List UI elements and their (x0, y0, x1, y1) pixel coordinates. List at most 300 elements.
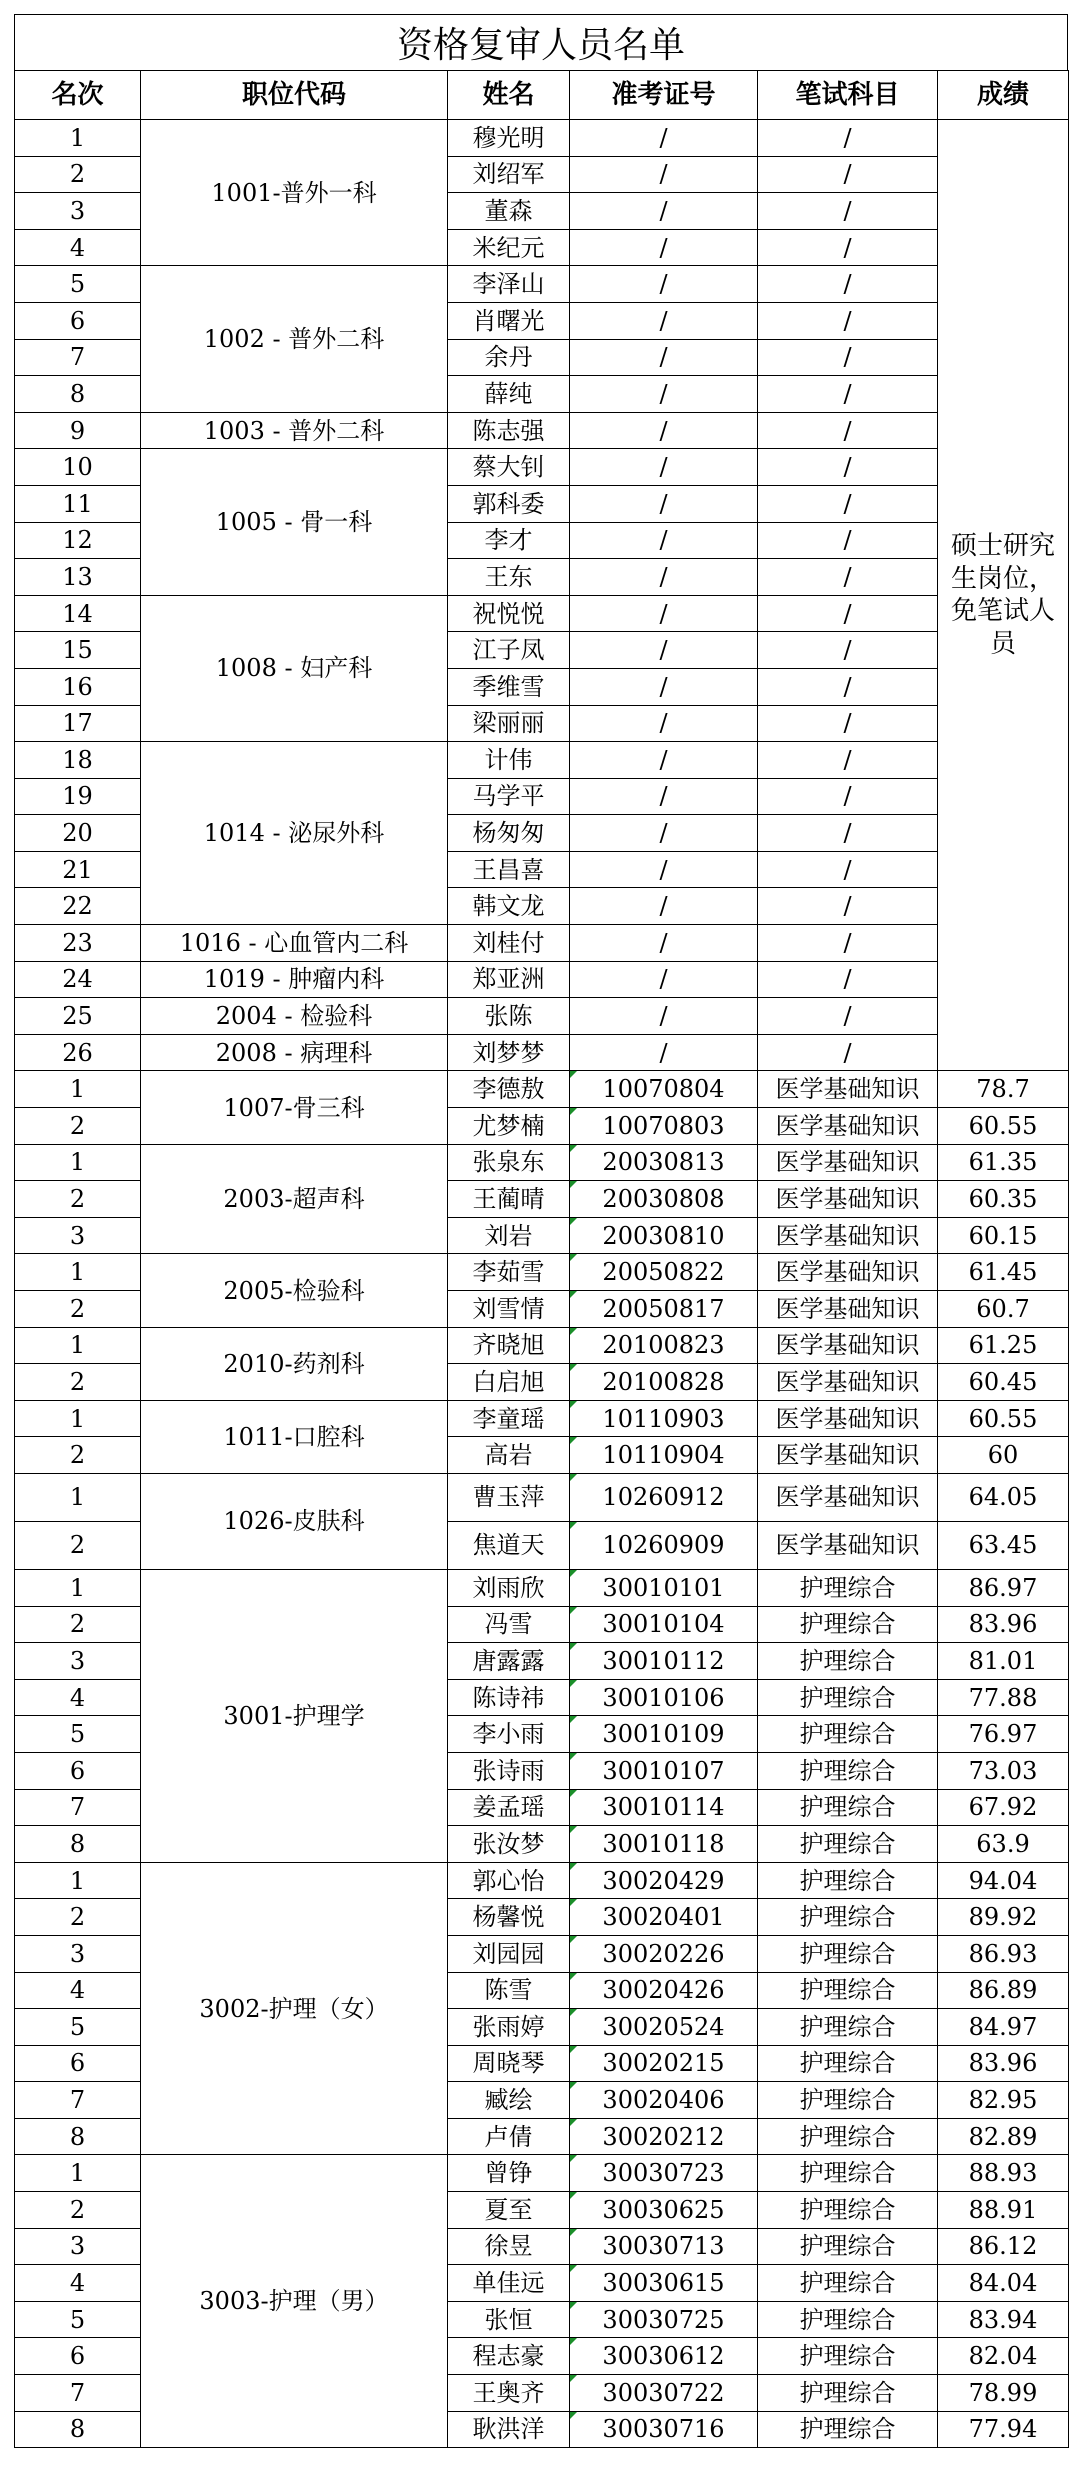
ticket-cell: 30030615 (570, 2265, 758, 2302)
ticket-cell: 30020524 (570, 2009, 758, 2046)
rank-cell: 26 (15, 1034, 141, 1071)
table-row (15, 1473, 1069, 1521)
column-header-position: 职位代码 (141, 71, 448, 120)
rank-cell: 4 (15, 229, 141, 266)
ticket-cell: / (570, 120, 758, 157)
rank-cell: 1 (15, 1071, 141, 1108)
subject-cell: / (758, 522, 938, 559)
rank-cell: 2 (15, 1181, 141, 1218)
position-cell: 3002-护理（女） (141, 1862, 448, 2155)
score-cell: 86.97 (938, 1569, 1069, 1606)
rank-cell: 1 (15, 1327, 141, 1364)
name-cell: 季维雪 (448, 668, 570, 705)
name-cell: 张陈 (448, 998, 570, 1035)
rank-cell: 3 (15, 1935, 141, 1972)
name-cell: 刘岩 (448, 1217, 570, 1254)
subject-cell: 护理综合 (758, 1826, 938, 1863)
score-cell: 64.05 (938, 1473, 1069, 1521)
subject-cell: / (758, 998, 938, 1035)
name-cell: 姜孟瑶 (448, 1789, 570, 1826)
table-row (15, 120, 1069, 157)
table-row (15, 1569, 1069, 1606)
ticket-cell: / (570, 412, 758, 449)
ticket-cell: 20100828 (570, 1364, 758, 1401)
subject-cell: 护理综合 (758, 2155, 938, 2192)
score-cell: 83.96 (938, 1606, 1069, 1643)
score-cell: 67.92 (938, 1789, 1069, 1826)
ticket-cell: / (570, 485, 758, 522)
subject-cell: / (758, 1034, 938, 1071)
rank-cell: 8 (15, 1826, 141, 1863)
score-cell: 61.25 (938, 1327, 1069, 1364)
name-cell: 余丹 (448, 339, 570, 376)
table-row (15, 925, 1069, 962)
rank-cell: 15 (15, 632, 141, 669)
score-cell: 60.55 (938, 1108, 1069, 1145)
ticket-cell: 30020212 (570, 2118, 758, 2155)
subject-cell: / (758, 120, 938, 157)
ticket-cell: / (570, 815, 758, 852)
name-cell: 张泉东 (448, 1144, 570, 1181)
name-cell: 米纪元 (448, 229, 570, 266)
subject-cell: / (758, 705, 938, 742)
column-header-subject: 笔试科目 (758, 71, 938, 120)
ticket-cell: / (570, 851, 758, 888)
name-cell: 李泽山 (448, 266, 570, 303)
ticket-cell: 30010114 (570, 1789, 758, 1826)
position-cell: 1008 - 妇产科 (141, 595, 448, 741)
subject-cell: 医学基础知识 (758, 1521, 938, 1569)
rank-cell: 7 (15, 2375, 141, 2412)
ticket-cell: / (570, 339, 758, 376)
rank-cell: 1 (15, 2155, 141, 2192)
score-cell: 76.97 (938, 1716, 1069, 1753)
table-row (15, 1144, 1069, 1181)
header-row (15, 71, 1069, 120)
roster-table (14, 70, 1069, 2448)
subject-cell: 护理综合 (758, 2228, 938, 2265)
rank-cell: 6 (15, 1752, 141, 1789)
subject-cell: 医学基础知识 (758, 1217, 938, 1254)
name-cell: 江子凤 (448, 632, 570, 669)
name-cell: 薛纯 (448, 376, 570, 413)
subject-cell: 护理综合 (758, 2082, 938, 2119)
ticket-cell: 30030716 (570, 2411, 758, 2448)
subject-cell: / (758, 668, 938, 705)
subject-cell: / (758, 266, 938, 303)
name-cell: 冯雪 (448, 1606, 570, 1643)
rank-cell: 1 (15, 1144, 141, 1181)
rank-cell: 17 (15, 705, 141, 742)
ticket-cell: 30010112 (570, 1643, 758, 1680)
score-cell: 73.03 (938, 1752, 1069, 1789)
rank-cell: 2 (15, 1899, 141, 1936)
subject-cell: / (758, 888, 938, 925)
rank-cell: 1 (15, 1400, 141, 1437)
ticket-cell: / (570, 925, 758, 962)
position-cell: 1007-骨三科 (141, 1071, 448, 1144)
name-cell: 齐晓旭 (448, 1327, 570, 1364)
subject-cell: 护理综合 (758, 2338, 938, 2375)
subject-cell: 护理综合 (758, 2118, 938, 2155)
name-cell: 蔡大钊 (448, 449, 570, 486)
name-cell: 郑亚洲 (448, 961, 570, 998)
rank-cell: 6 (15, 2338, 141, 2375)
rank-cell: 24 (15, 961, 141, 998)
rank-cell: 3 (15, 1643, 141, 1680)
ticket-cell: / (570, 888, 758, 925)
subject-cell: 护理综合 (758, 2265, 938, 2302)
score-cell: 86.12 (938, 2228, 1069, 2265)
ticket-cell: 30020406 (570, 2082, 758, 2119)
name-cell: 杨匆匆 (448, 815, 570, 852)
name-cell: 马学平 (448, 778, 570, 815)
name-cell: 周晓琴 (448, 2045, 570, 2082)
score-cell: 60.45 (938, 1364, 1069, 1401)
ticket-cell: 10110904 (570, 1437, 758, 1474)
ticket-cell: 30020429 (570, 1862, 758, 1899)
score-cell: 60 (938, 1437, 1069, 1474)
subject-cell: / (758, 193, 938, 230)
score-cell: 78.7 (938, 1071, 1069, 1108)
name-cell: 刘园园 (448, 1935, 570, 1972)
table-row (15, 412, 1069, 449)
table-row (15, 449, 1069, 486)
position-cell: 1026-皮肤科 (141, 1473, 448, 1569)
rank-cell: 5 (15, 1716, 141, 1753)
score-cell: 84.97 (938, 2009, 1069, 2046)
subject-cell: / (758, 412, 938, 449)
ticket-cell: / (570, 742, 758, 779)
rank-cell: 19 (15, 778, 141, 815)
subject-cell: / (758, 778, 938, 815)
subject-cell: 护理综合 (758, 2045, 938, 2082)
score-cell: 81.01 (938, 1643, 1069, 1680)
score-cell: 94.04 (938, 1862, 1069, 1899)
rank-cell: 2 (15, 1606, 141, 1643)
subject-cell: 护理综合 (758, 2009, 938, 2046)
score-cell: 60.35 (938, 1181, 1069, 1218)
rank-cell: 1 (15, 1254, 141, 1291)
score-cell: 77.94 (938, 2411, 1069, 2448)
score-cell: 89.92 (938, 1899, 1069, 1936)
name-cell: 徐昱 (448, 2228, 570, 2265)
score-cell: 86.89 (938, 1972, 1069, 2009)
ticket-cell: / (570, 961, 758, 998)
ticket-cell: / (570, 193, 758, 230)
rank-cell: 3 (15, 2228, 141, 2265)
rank-cell: 7 (15, 339, 141, 376)
rank-cell: 6 (15, 2045, 141, 2082)
rank-cell: 8 (15, 2118, 141, 2155)
subject-cell: / (758, 925, 938, 962)
subject-cell: / (758, 449, 938, 486)
score-cell: 63.45 (938, 1521, 1069, 1569)
score-cell: 78.99 (938, 2375, 1069, 2412)
ticket-cell: 30010118 (570, 1826, 758, 1863)
position-cell: 2010-药剂科 (141, 1327, 448, 1400)
score-cell: 82.89 (938, 2118, 1069, 2155)
name-cell: 计伟 (448, 742, 570, 779)
exempt-note-cell: 硕士研究生岗位，免笔试人员 (938, 120, 1069, 1071)
rank-cell: 13 (15, 559, 141, 596)
ticket-cell: 30020226 (570, 1935, 758, 1972)
subject-cell: 医学基础知识 (758, 1181, 938, 1218)
rank-cell: 1 (15, 1862, 141, 1899)
name-cell: 耿洪洋 (448, 2411, 570, 2448)
ticket-cell: 20030810 (570, 1217, 758, 1254)
roster-body (15, 120, 1069, 2448)
ticket-cell: 30020215 (570, 2045, 758, 2082)
name-cell: 郭科委 (448, 485, 570, 522)
subject-cell: 医学基础知识 (758, 1071, 938, 1108)
rank-cell: 6 (15, 302, 141, 339)
ticket-cell: 20100823 (570, 1327, 758, 1364)
subject-cell: 护理综合 (758, 1972, 938, 2009)
score-cell: 60.15 (938, 1217, 1069, 1254)
rank-cell: 12 (15, 522, 141, 559)
name-cell: 白启旭 (448, 1364, 570, 1401)
rank-cell: 9 (15, 412, 141, 449)
ticket-cell: 30010106 (570, 1679, 758, 1716)
ticket-cell: 30030725 (570, 2301, 758, 2338)
rank-cell: 1 (15, 1473, 141, 1521)
ticket-cell: 30020401 (570, 1899, 758, 1936)
name-cell: 刘雪情 (448, 1291, 570, 1328)
name-cell: 刘桂付 (448, 925, 570, 962)
position-cell: 1019 - 肿瘤内科 (141, 961, 448, 998)
ticket-cell: 10070803 (570, 1108, 758, 1145)
position-cell: 1002 - 普外二科 (141, 266, 448, 412)
ticket-cell: 10260909 (570, 1521, 758, 1569)
subject-cell: 医学基础知识 (758, 1473, 938, 1521)
table-row (15, 1254, 1069, 1291)
score-cell: 82.04 (938, 2338, 1069, 2375)
name-cell: 曾铮 (448, 2155, 570, 2192)
subject-cell: / (758, 485, 938, 522)
subject-cell: / (758, 851, 938, 888)
name-cell: 刘绍军 (448, 156, 570, 193)
rank-cell: 4 (15, 1679, 141, 1716)
column-header-name: 姓名 (448, 71, 570, 120)
rank-cell: 2 (15, 156, 141, 193)
table-row (15, 742, 1069, 779)
score-cell: 88.91 (938, 2192, 1069, 2229)
ticket-cell: 30010101 (570, 1569, 758, 1606)
ticket-cell: 30010104 (570, 1606, 758, 1643)
subject-cell: / (758, 229, 938, 266)
rank-cell: 2 (15, 1521, 141, 1569)
rank-cell: 22 (15, 888, 141, 925)
position-cell: 2003-超声科 (141, 1144, 448, 1254)
table-row (15, 1862, 1069, 1899)
rank-cell: 4 (15, 2265, 141, 2302)
rank-cell: 7 (15, 1789, 141, 1826)
ticket-cell: 10260912 (570, 1473, 758, 1521)
rank-cell: 20 (15, 815, 141, 852)
name-cell: 张恒 (448, 2301, 570, 2338)
subject-cell: / (758, 632, 938, 669)
page-title: 资格复审人员名单 (14, 14, 1068, 70)
name-cell: 高岩 (448, 1437, 570, 1474)
score-cell: 86.93 (938, 1935, 1069, 1972)
name-cell: 穆光明 (448, 120, 570, 157)
ticket-cell: / (570, 229, 758, 266)
subject-cell: 护理综合 (758, 1606, 938, 1643)
name-cell: 肖曙光 (448, 302, 570, 339)
name-cell: 李小雨 (448, 1716, 570, 1753)
rank-cell: 11 (15, 485, 141, 522)
name-cell: 刘雨欣 (448, 1569, 570, 1606)
table-row (15, 1327, 1069, 1364)
subject-cell: 医学基础知识 (758, 1108, 938, 1145)
subject-cell: / (758, 339, 938, 376)
column-header-rank: 名次 (15, 71, 141, 120)
rank-cell: 16 (15, 668, 141, 705)
name-cell: 陈雪 (448, 1972, 570, 2009)
subject-cell: 护理综合 (758, 2375, 938, 2412)
ticket-cell: / (570, 376, 758, 413)
position-cell: 1011-口腔科 (141, 1400, 448, 1473)
rank-cell: 5 (15, 2301, 141, 2338)
rank-cell: 21 (15, 851, 141, 888)
subject-cell: 护理综合 (758, 1935, 938, 1972)
column-header-ticket: 准考证号 (570, 71, 758, 120)
name-cell: 程志豪 (448, 2338, 570, 2375)
ticket-cell: 30010107 (570, 1752, 758, 1789)
position-cell: 2008 - 病理科 (141, 1034, 448, 1071)
subject-cell: 护理综合 (758, 1789, 938, 1826)
name-cell: 杨馨悦 (448, 1899, 570, 1936)
ticket-cell: / (570, 668, 758, 705)
score-cell: 60.55 (938, 1400, 1069, 1437)
subject-cell: 护理综合 (758, 2192, 938, 2229)
name-cell: 王奥齐 (448, 2375, 570, 2412)
name-cell: 唐露露 (448, 1643, 570, 1680)
table-row (15, 266, 1069, 303)
rank-cell: 2 (15, 1437, 141, 1474)
name-cell: 陈志强 (448, 412, 570, 449)
rank-cell: 18 (15, 742, 141, 779)
score-cell: 82.95 (938, 2082, 1069, 2119)
rank-cell: 2 (15, 1364, 141, 1401)
name-cell: 单佳远 (448, 2265, 570, 2302)
position-cell: 1005 - 骨一科 (141, 449, 448, 595)
position-cell: 1014 - 泌尿外科 (141, 742, 448, 925)
ticket-cell: / (570, 559, 758, 596)
table-row (15, 595, 1069, 632)
ticket-cell: 20050822 (570, 1254, 758, 1291)
name-cell: 王东 (448, 559, 570, 596)
position-cell: 2004 - 检验科 (141, 998, 448, 1035)
name-cell: 李童瑶 (448, 1400, 570, 1437)
subject-cell: / (758, 815, 938, 852)
subject-cell: 护理综合 (758, 1862, 938, 1899)
name-cell: 夏至 (448, 2192, 570, 2229)
rank-cell: 7 (15, 2082, 141, 2119)
score-cell: 61.35 (938, 1144, 1069, 1181)
name-cell: 韩文龙 (448, 888, 570, 925)
subject-cell: / (758, 156, 938, 193)
name-cell: 李茹雪 (448, 1254, 570, 1291)
subject-cell: 医学基础知识 (758, 1327, 938, 1364)
ticket-cell: / (570, 1034, 758, 1071)
position-cell: 2005-检验科 (141, 1254, 448, 1327)
table-row (15, 1400, 1069, 1437)
ticket-cell: 30020426 (570, 1972, 758, 2009)
name-cell: 陈诗祎 (448, 1679, 570, 1716)
subject-cell: 护理综合 (758, 1643, 938, 1680)
ticket-cell: 30010109 (570, 1716, 758, 1753)
name-cell: 郭心怡 (448, 1862, 570, 1899)
subject-cell: 护理综合 (758, 2411, 938, 2448)
rank-cell: 2 (15, 1108, 141, 1145)
ticket-cell: 10110903 (570, 1400, 758, 1437)
rank-cell: 3 (15, 1217, 141, 1254)
ticket-cell: 20030813 (570, 1144, 758, 1181)
ticket-cell: / (570, 302, 758, 339)
position-cell: 3003-护理（男） (141, 2155, 448, 2448)
name-cell: 张汝梦 (448, 1826, 570, 1863)
name-cell: 张诗雨 (448, 1752, 570, 1789)
subject-cell: / (758, 595, 938, 632)
rank-cell: 14 (15, 595, 141, 632)
subject-cell: 医学基础知识 (758, 1254, 938, 1291)
roster-sheet (14, 14, 1068, 2448)
subject-cell: 护理综合 (758, 1569, 938, 1606)
subject-cell: 医学基础知识 (758, 1437, 938, 1474)
ticket-cell: 30030723 (570, 2155, 758, 2192)
subject-cell: 护理综合 (758, 1752, 938, 1789)
ticket-cell: / (570, 156, 758, 193)
table-row (15, 1071, 1069, 1108)
subject-cell: / (758, 742, 938, 779)
ticket-cell: / (570, 266, 758, 303)
rank-cell: 25 (15, 998, 141, 1035)
score-cell: 83.94 (938, 2301, 1069, 2338)
rank-cell: 1 (15, 120, 141, 157)
name-cell: 曹玉萍 (448, 1473, 570, 1521)
rank-cell: 2 (15, 1291, 141, 1328)
rank-cell: 4 (15, 1972, 141, 2009)
position-cell: 1003 - 普外二科 (141, 412, 448, 449)
name-cell: 刘梦梦 (448, 1034, 570, 1071)
subject-cell: / (758, 559, 938, 596)
subject-cell: / (758, 376, 938, 413)
subject-cell: 医学基础知识 (758, 1400, 938, 1437)
rank-cell: 3 (15, 193, 141, 230)
position-cell: 1001-普外一科 (141, 120, 448, 266)
table-row (15, 961, 1069, 998)
ticket-cell: 20050817 (570, 1291, 758, 1328)
score-cell: 63.9 (938, 1826, 1069, 1863)
subject-cell: 护理综合 (758, 1679, 938, 1716)
name-cell: 祝悦悦 (448, 595, 570, 632)
ticket-cell: / (570, 522, 758, 559)
subject-cell: 医学基础知识 (758, 1291, 938, 1328)
name-cell: 董森 (448, 193, 570, 230)
subject-cell: 护理综合 (758, 2301, 938, 2338)
position-cell: 1016 - 心血管内二科 (141, 925, 448, 962)
subject-cell: / (758, 302, 938, 339)
ticket-cell: / (570, 595, 758, 632)
column-header-score: 成绩 (938, 71, 1069, 120)
rank-cell: 8 (15, 376, 141, 413)
subject-cell: / (758, 961, 938, 998)
score-cell: 83.96 (938, 2045, 1069, 2082)
subject-cell: 护理综合 (758, 1899, 938, 1936)
ticket-cell: 10070804 (570, 1071, 758, 1108)
